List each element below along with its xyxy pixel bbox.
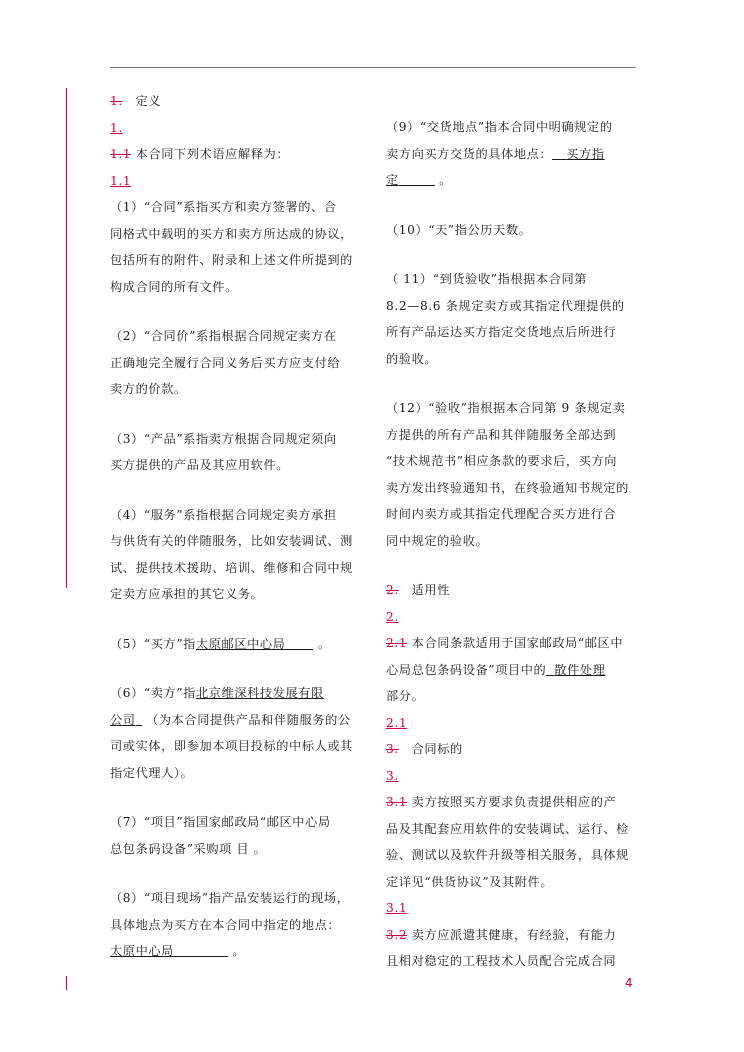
definition-2: （2）“合同价”系指根据合同规定卖方在 正确地完全履行合同义务后买方应支付给 卖方的价款。 bbox=[110, 329, 341, 396]
definition-6: （6）“卖方”指北京维深科技发展有限 公司 （为本合同提供产品和伴随服务的公 司或实体，即参加本项目投标的中标人或其 指定代理人）。 bbox=[110, 686, 353, 780]
left-column bbox=[110, 88, 362, 965]
revision-bar-top bbox=[66, 88, 67, 588]
clause-2-1: 2.1 本合同条款适用于国家邮政局“邮区中 心局总包条码设备”项目中的 散件处理 部分。 bbox=[386, 636, 624, 703]
seller-name-cont: 公司 bbox=[110, 712, 136, 727]
definition-7: （7）“项目”指国家邮政局“邮区中心局 总包条码设备”采购项 目 。 bbox=[110, 815, 331, 856]
revision-bar-bottom bbox=[66, 976, 67, 990]
definition-8: （8）“项目现场”指产品安装运行的现场， 具体地点为买方在本合同中指定的地点： 太原中心局 。 bbox=[110, 891, 350, 958]
definition-9: （9）“交货地点”指本合同中明确规定的 卖方向买方交货的具体地点： 买方指 定 。 bbox=[386, 120, 613, 187]
delivery-location: 买方指 bbox=[566, 146, 605, 161]
definition-4: （4）“服务”系指根据合同规定卖方承担 与供货有关的伴随服务，比如安装调试、测 试、提供技术援助、培训、维修和合同中规 定卖方应承担的其它义务。 bbox=[110, 507, 353, 601]
clause-3-1: 3.1 卖方按照买方要求负责提供相应的产 品及其配套应用软件的安装调试、运行、检 验、测试以及软件升级等相关服务，具体规 定详见“供货协议”及其附件。 bbox=[386, 795, 629, 889]
section-1-number-inserted: 1. bbox=[110, 120, 123, 135]
definition-5: （5）“买方”指太原邮区中心局 。 bbox=[110, 631, 362, 658]
clause-1-1: 1.1 本合同下列术语应解释为： bbox=[110, 147, 290, 161]
clause-3-1-number-inserted: 3.1 bbox=[386, 901, 408, 915]
page-number: 4 bbox=[625, 976, 633, 990]
buyer-name: 太原邮区中心局 bbox=[195, 636, 286, 651]
clause-1-1-number-inserted: 1.1 bbox=[110, 173, 132, 188]
delivery-location-cont: 定 bbox=[386, 173, 399, 187]
clause-3-2: 3.2 卖方应派遣其健康，有经验，有能力 且相对稳定的工程技术人员配合完成合同 bbox=[386, 927, 617, 968]
section-1-heading: 1. 定义 bbox=[110, 94, 162, 108]
section-2-heading: 2. 适用性 bbox=[386, 583, 450, 597]
site-name: 太原中心局 bbox=[110, 944, 174, 958]
section-3-heading: 3. 合同标的 bbox=[386, 742, 463, 756]
clause-2-1-number-inserted: 2.1 bbox=[386, 715, 408, 730]
definition-12: （12）“验收”指根据本合同第 9 条规定卖 方提供的所有产品和其伴随服务全部达到 “技术规范书”相应条款的要求后，买方向 卖方发出终验通知书，在终验通知书规定的 时间内卖方或其指定代理配合买方进行合 同中规定的验收。 bbox=[386, 401, 629, 548]
scope-part: 散件处理 bbox=[554, 662, 606, 677]
header-rule bbox=[110, 67, 636, 68]
section-3-number-inserted: 3. bbox=[386, 768, 399, 783]
definition-10: （10）“天”指公历天数。 bbox=[386, 222, 532, 237]
seller-name: 北京维深科技发展有限 bbox=[195, 686, 324, 700]
right-column bbox=[386, 114, 638, 975]
definition-1: （1）“合同”系指买方和卖方签署的、合 同格式中载明的买方和卖方所达成的协议， 包括所有的附件、附录和上述文件所提到的 构成合同的所有文件。 bbox=[110, 200, 353, 294]
section-2-number-inserted: 2. bbox=[386, 609, 399, 624]
definition-3: （3）“产品”系指卖方根据合同规定须向 买方提供的产品及其应用软件。 bbox=[110, 431, 337, 472]
definition-11: （ 11）“到货验收”指根据本合同第 8.2—8.6 条规定卖方或其指定代理提供的 所有产品运达买方指定交货地点后所进行 的验收。 bbox=[386, 272, 625, 366]
